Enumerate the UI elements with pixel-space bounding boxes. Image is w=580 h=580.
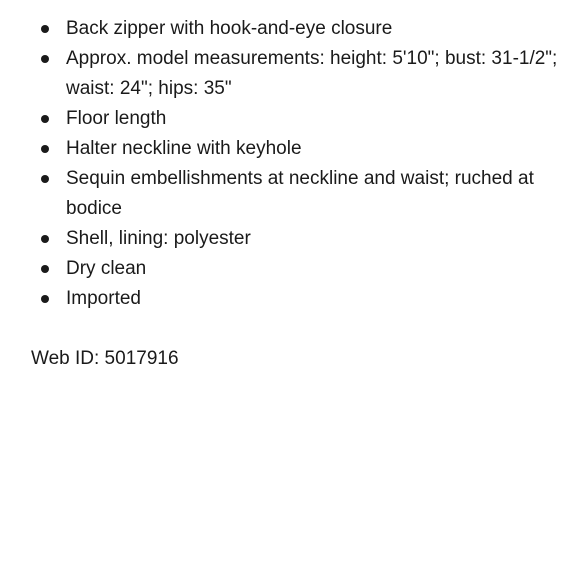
web-id: Web ID: 5017916 — [31, 348, 179, 369]
list-item — [0, 134, 580, 164]
list-item-text: Dry clean — [66, 258, 147, 279]
bullet-icon — [41, 295, 49, 303]
list-item — [0, 284, 580, 314]
list-item — [0, 164, 580, 224]
list-item — [0, 224, 580, 254]
list-item — [0, 254, 580, 284]
list-item-text: Imported — [66, 288, 141, 309]
list-item-text: Back zipper with hook-and-eye closure — [66, 18, 393, 39]
bullet-icon — [41, 25, 49, 33]
list-item — [0, 14, 580, 44]
product-details-section — [0, 14, 580, 374]
bullet-icon — [41, 265, 49, 273]
bullet-icon — [41, 55, 49, 63]
bullet-icon — [41, 175, 49, 183]
list-item-text: Halter neckline with keyhole — [66, 138, 302, 159]
details-list — [0, 14, 580, 314]
list-item-text: Shell, lining: polyester — [66, 228, 251, 249]
bullet-icon — [41, 235, 49, 243]
list-item-text: Approx. model measurements: height: 5'10"; bust: 31-1/2"; waist: 24"; hips: 35" — [66, 48, 558, 99]
list-item — [0, 104, 580, 134]
list-item — [0, 44, 580, 104]
bullet-icon — [41, 115, 49, 123]
bullet-icon — [41, 145, 49, 153]
list-item-text: Sequin embellishments at neckline and waist; ruched at bodice — [66, 168, 534, 219]
list-item-text: Floor length — [66, 108, 167, 129]
